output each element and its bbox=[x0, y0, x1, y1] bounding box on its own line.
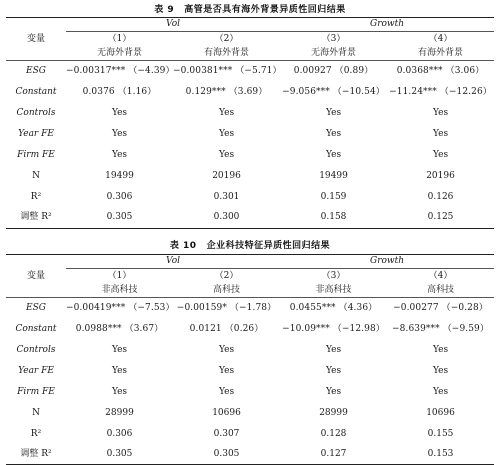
table9-colnum-2: （2） bbox=[214, 33, 239, 44]
table-row bbox=[6, 340, 494, 361]
table9-colnum-1: （1） bbox=[107, 33, 132, 44]
table9-cell: 0.00927 （0.89） bbox=[293, 65, 374, 76]
table9-cell: 0.129*** （3.69） bbox=[185, 86, 268, 97]
table9-var-header: 变量 bbox=[6, 18, 66, 61]
table10-cell: Yes bbox=[218, 386, 235, 397]
table9-cell: −9.056*** （−10.54） bbox=[282, 86, 385, 97]
table10-cell: Yes bbox=[325, 386, 342, 397]
table10-row-label: Firm FE bbox=[17, 386, 55, 397]
table9-cell: Yes bbox=[432, 149, 449, 160]
table10-cell: Yes bbox=[111, 344, 128, 355]
table10-cell: 10696 bbox=[426, 407, 455, 418]
table9-caption-number: 表 9 bbox=[154, 5, 175, 15]
table10-cell: 0.128 bbox=[320, 428, 347, 439]
table10-cell: Yes bbox=[111, 365, 128, 376]
table10-row-label: ESG bbox=[26, 302, 46, 313]
table10-cell: −8.639*** （−9.59） bbox=[392, 323, 489, 334]
table10-caption bbox=[0, 238, 500, 251]
table10-cell: 0.307 bbox=[213, 428, 240, 439]
table9-cell: 0.159 bbox=[320, 191, 347, 202]
table9-cell: Yes bbox=[218, 128, 235, 139]
table9-cell: −0.00317*** （−4.39） bbox=[66, 65, 175, 76]
table10-cell: Yes bbox=[325, 365, 342, 376]
table9-cell: Yes bbox=[432, 107, 449, 118]
table10-cell: 28999 bbox=[105, 407, 134, 418]
table-row bbox=[6, 403, 494, 424]
table9-cell: 20196 bbox=[212, 170, 241, 181]
table9-cell: Yes bbox=[325, 107, 342, 118]
table9-row-label: Constant bbox=[15, 86, 57, 97]
table9-cell: 0.300 bbox=[173, 208, 280, 229]
table10-colnum-2: （2） bbox=[214, 270, 239, 281]
table9-row-label: ESG bbox=[26, 65, 46, 76]
table10-cell: Yes bbox=[218, 344, 235, 355]
table-row bbox=[6, 382, 494, 403]
table9-cell: −11.24*** （−12.26） bbox=[389, 86, 492, 97]
table-row bbox=[6, 208, 494, 229]
table10-cell: Yes bbox=[218, 365, 235, 376]
table9-cell: Yes bbox=[111, 149, 128, 160]
table9-cell: 0.125 bbox=[387, 208, 494, 229]
table10-row-label: 调整 R² bbox=[6, 445, 66, 465]
table10-cell: Yes bbox=[432, 344, 449, 355]
table9-cell: 19499 bbox=[319, 170, 348, 181]
table10-cell: 0.0121 （0.26） bbox=[189, 323, 264, 334]
table10-colnum-4: （4） bbox=[428, 270, 453, 281]
table10-cell: −0.00159* （−1.78） bbox=[176, 302, 277, 313]
table9-cell: 0.0368*** （3.06） bbox=[396, 65, 485, 76]
table10-cell: −0.00277 （−0.28） bbox=[393, 302, 488, 313]
table9-cell: 0.0376 （1.16） bbox=[82, 86, 157, 97]
table9 bbox=[6, 17, 494, 229]
table10-cell: 0.0988*** （3.67） bbox=[75, 323, 164, 334]
table-row bbox=[6, 82, 494, 103]
table10-group-vol: Vol bbox=[66, 255, 280, 269]
table10-cell: Yes bbox=[111, 386, 128, 397]
table9-cell: Yes bbox=[325, 149, 342, 160]
table10-row-label: Constant bbox=[15, 323, 57, 334]
table9-collabel-3: 无海外背景 bbox=[280, 47, 387, 61]
table9-row-label: Controls bbox=[16, 107, 56, 118]
table10-caption-number: 表 10 bbox=[169, 241, 197, 251]
table10-collabel-4: 高科技 bbox=[387, 284, 494, 298]
table9-caption-text: 高管是否具有海外背景异质性回归结果 bbox=[184, 5, 346, 15]
table10-cell: 0.305 bbox=[66, 445, 173, 465]
table9-row-label: N bbox=[32, 170, 40, 181]
table-row bbox=[6, 145, 494, 166]
table10-cell: 0.153 bbox=[387, 445, 494, 465]
table-row bbox=[6, 424, 494, 445]
table10-cell: 28999 bbox=[319, 407, 348, 418]
table9-cell: Yes bbox=[432, 128, 449, 139]
table10-caption-text: 企业科技特征异质性回归结果 bbox=[206, 241, 331, 251]
table-row bbox=[6, 124, 494, 145]
table9-cell: −0.00381*** （−5.71） bbox=[173, 65, 282, 76]
table9-cell: 20196 bbox=[426, 170, 455, 181]
table10-group-growth: Growth bbox=[280, 255, 494, 269]
table10-cell: −0.00419*** （−7.53） bbox=[66, 302, 175, 313]
table9-collabel-1: 无海外背景 bbox=[66, 47, 173, 61]
table9-row-label: Firm FE bbox=[17, 149, 55, 160]
table9-cell: 0.301 bbox=[213, 191, 240, 202]
table9-cell: 0.126 bbox=[427, 191, 454, 202]
table-row bbox=[6, 187, 494, 208]
table10-cell: Yes bbox=[325, 344, 342, 355]
table10-row-label: N bbox=[32, 407, 40, 418]
table9-row-label: Year FE bbox=[18, 128, 54, 139]
table9-collabel-4: 有海外背景 bbox=[387, 47, 494, 61]
table9-cell: Yes bbox=[325, 128, 342, 139]
table9-cell: 19499 bbox=[105, 170, 134, 181]
table9-cell: 0.306 bbox=[106, 191, 133, 202]
table10-cell: 10696 bbox=[212, 407, 241, 418]
table-row bbox=[6, 166, 494, 187]
table9-cell: Yes bbox=[218, 149, 235, 160]
table9-collabel-2: 有海外背景 bbox=[173, 47, 280, 61]
table10-cell: 0.0455*** （4.36） bbox=[289, 302, 378, 313]
table-row bbox=[6, 61, 494, 82]
table9-group-growth: Growth bbox=[280, 18, 494, 32]
table9-colnum-4: （4） bbox=[428, 33, 453, 44]
table9-group-vol: Vol bbox=[66, 18, 280, 32]
table10-colnum-3: （3） bbox=[321, 270, 346, 281]
table9-caption bbox=[0, 2, 500, 15]
table10-row-label: R² bbox=[30, 428, 42, 439]
table10-cell: 0.306 bbox=[106, 428, 133, 439]
table10-cell: 0.127 bbox=[280, 445, 387, 465]
table9-colnum-3: （3） bbox=[321, 33, 346, 44]
table10-cell: −10.09*** （−12.98） bbox=[282, 323, 385, 334]
table-row bbox=[6, 361, 494, 382]
table10-cell: Yes bbox=[432, 365, 449, 376]
table10-cell: Yes bbox=[432, 386, 449, 397]
table9-cell: Yes bbox=[218, 107, 235, 118]
table10-collabel-2: 高科技 bbox=[173, 284, 280, 298]
table9-cell: Yes bbox=[111, 107, 128, 118]
table10-collabel-3: 非高科技 bbox=[280, 284, 387, 298]
table9-cell: Yes bbox=[111, 128, 128, 139]
table10 bbox=[6, 254, 494, 465]
table10-cell: 0.155 bbox=[427, 428, 454, 439]
table9-cell: 0.305 bbox=[66, 208, 173, 229]
table10-collabel-1: 非高科技 bbox=[66, 284, 173, 298]
table10-var-header: 变量 bbox=[6, 255, 66, 298]
table-row bbox=[6, 103, 494, 124]
table10-cell: 0.305 bbox=[173, 445, 280, 465]
table9-row-label: 调整 R² bbox=[6, 208, 66, 229]
table10-row-label: Controls bbox=[16, 344, 56, 355]
table9-row-label: R² bbox=[30, 191, 42, 202]
table-row bbox=[6, 319, 494, 340]
table9-cell: 0.158 bbox=[280, 208, 387, 229]
table10-colnum-1: （1） bbox=[107, 270, 132, 281]
table10-row-label: Year FE bbox=[18, 365, 54, 376]
table-row bbox=[6, 298, 494, 319]
